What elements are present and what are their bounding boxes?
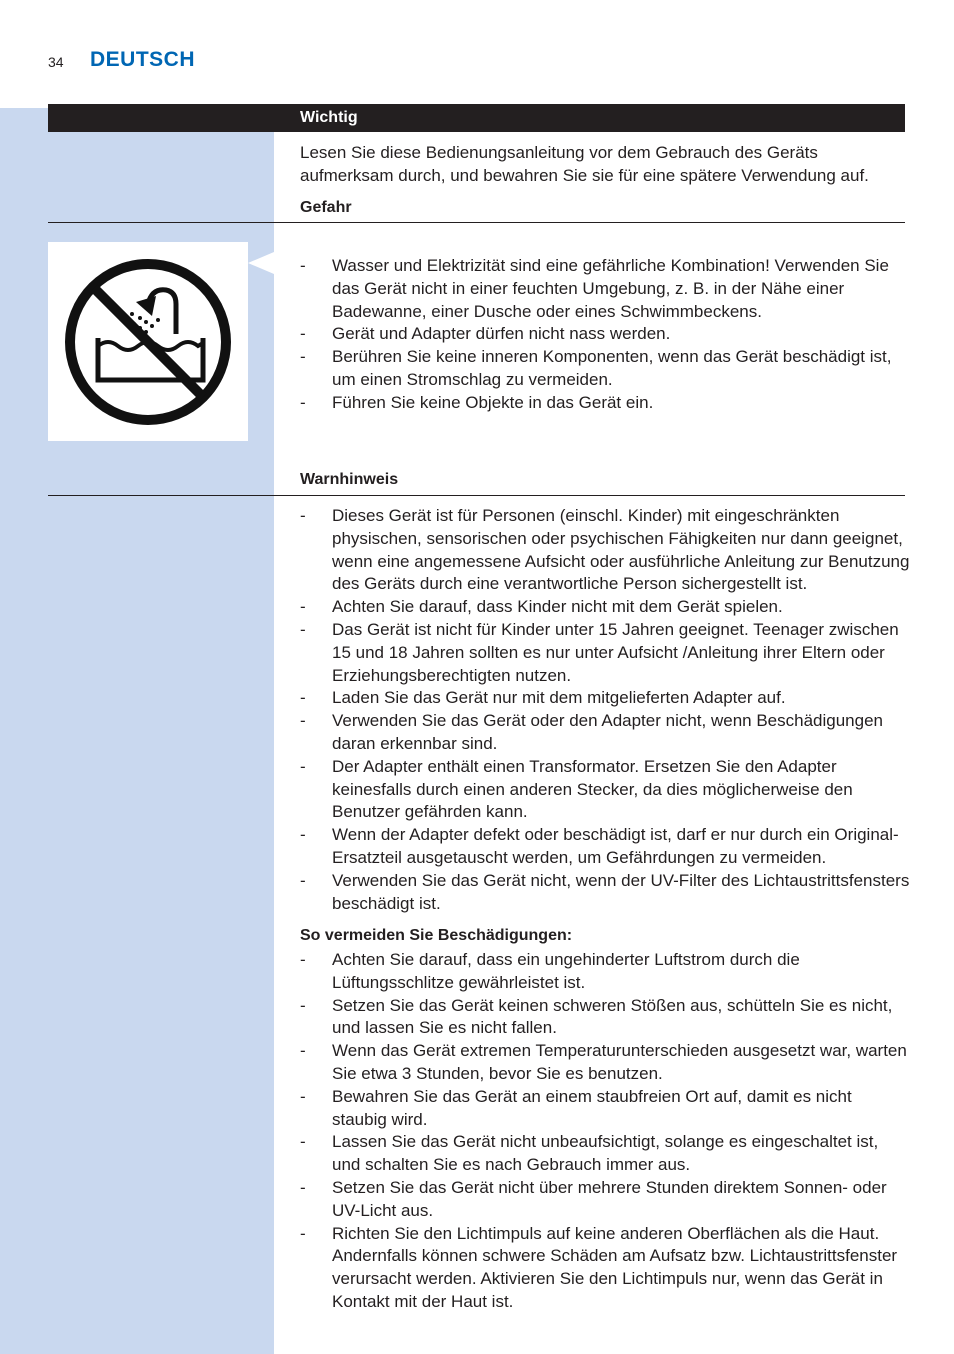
page-number: 34 [48,54,64,70]
list-item: - Laden Sie das Gerät nur mit dem mitgelieferten Adapter auf. [300,688,786,708]
section-title-bar [48,104,905,132]
avoid-damage-heading: So vermeiden Sie Beschädigungen: [300,927,573,944]
panel-pointer [248,252,274,274]
list-item: - Setzen Sie das Gerät keinen schweren Stößen aus, schütteln Sie es nicht, und lassen Sie es nicht fallen. [300,995,893,1038]
avoid-damage-list [300,949,910,1314]
section-divider [48,222,905,223]
list-item: - Bewahren Sie das Gerät an einem staubfreien Ort auf, damit es nicht staubig wird. [300,1086,852,1129]
list-item: - Lassen Sie das Gerät nicht unbeaufsichtigt, solange es eingeschaltet ist, und schalten Sie es nach Gebrauch immer aus. [300,1132,879,1175]
list-item: - Verwenden Sie das Gerät oder den Adapter nicht, wenn Beschädigungen daran erkennbar sind. [300,711,883,753]
list-item: - Wasser und Elektrizität sind eine gefährliche Kombination! Verwenden Sie das Gerät nicht in einer feuchten Umgebung, z. B. in der Nähe einer Badewanne, einer Dusche oder eines Schwimmbeckens. [300,256,889,321]
danger-list [300,255,910,415]
no-water-bath-shower-icon [48,242,248,441]
list-item: - Dieses Gerät ist für Personen (einschl. Kinder) mit eingeschränkten physischen, sensorischen oder psychischen Fähigkeiten nur dann geeignet, wenn eine angemessene Aufsicht oder ausführliche Anleitung zur Benutzung des Geräts durch eine verantwortliche Person sichergestellt ist. [300,506,910,594]
list-item: - Achten Sie darauf, dass ein ungehinderter Luftstrom durch die Lüftungsschlitze gewährleistet ist. [300,950,800,992]
list-item: - Wenn der Adapter defekt oder beschädigt ist, darf er nur durch ein Original-Ersatzteil ausgetauscht werden, um Gefährdungen zu vermeiden. [300,825,899,867]
list-item: - Der Adapter enthält einen Transformator. Ersetzen Sie den Adapter keinesfalls durch einen anderen Stecker, da dies möglicherweise den Benutzer gefährden kann. [300,756,853,822]
warning-symbol-panel [48,242,248,441]
important-heading: Wichtig [300,109,358,126]
warning-list [300,505,910,915]
list-item: - Verwenden Sie das Gerät nicht, wenn der UV-Filter des Lichtaustrittsfensters beschädigt ist. [300,870,910,913]
list-item: - Gerät und Adapter dürfen nicht nass werden. [300,324,671,344]
list-item: - Führen Sie keine Objekte in das Gerät ein. [300,392,654,412]
important-intro: Lesen Sie diese Bedienungsanleitung vor dem Gebrauch des Geräts aufmerksam durch, und bewahren Sie sie für eine spätere Verwendung auf. [300,143,869,185]
list-item: - Setzen Sie das Gerät nicht über mehrere Stunden direktem Sonnen- oder UV-Licht aus. [300,1177,887,1220]
section-divider [48,495,905,496]
list-item: - Richten Sie den Lichtimpuls auf keine anderen Oberflächen als die Haut. Andernfalls können schwere Schäden am Aufsatz bzw. Lichtaustrittsfenster verursacht werden. Aktivieren Sie den Lichtimpuls nur, wenn das Gerät in Kontakt mit der Haut ist. [300,1223,898,1311]
list-item: - Wenn das Gerät extremen Temperaturunterschieden ausgesetzt war, warten Sie etwa 3 Stunden, bevor Sie es benutzen. [300,1041,907,1083]
warning-heading: Warnhinweis [300,471,399,488]
list-item: - Berühren Sie keine inneren Komponenten, wenn das Gerät beschädigt ist, um einen Stromschlag zu vermeiden. [300,347,892,389]
list-item: - Das Gerät ist nicht für Kinder unter 15 Jahren geeignet. Teenager zwischen 15 und 18 Jahren sollten es nur unter Aufsicht /Anleitung ihrer Eltern oder Erziehungsberechtigten nutzen. [300,619,899,685]
list-item: - Achten Sie darauf, dass Kinder nicht mit dem Gerät spielen. [300,597,783,617]
section-language-title: DEUTSCH [90,48,196,71]
danger-heading: Gefahr [300,199,352,216]
